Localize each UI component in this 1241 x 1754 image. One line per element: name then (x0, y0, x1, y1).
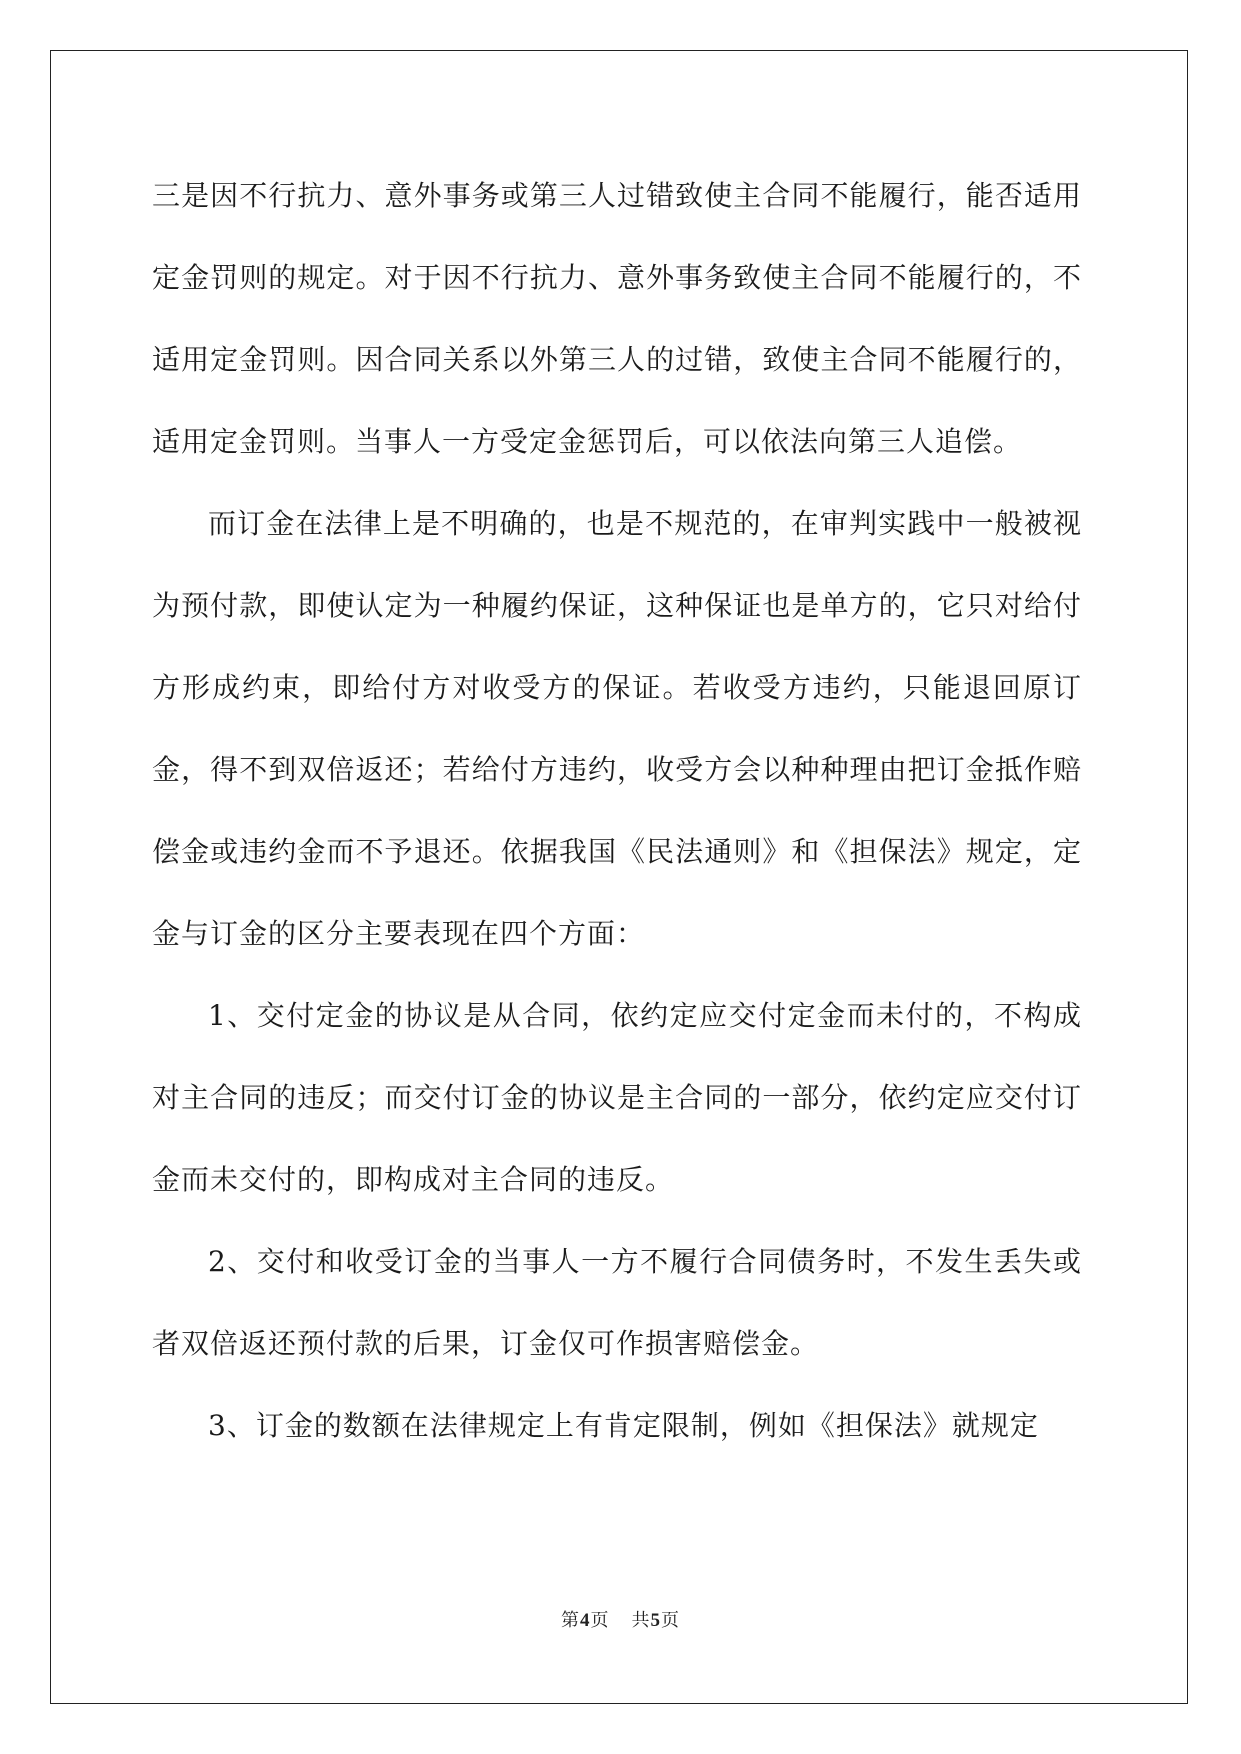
paragraph-4: 2、交付和收受订金的当事人一方不履行合同债务时，不发生丢失或者双倍返还预付款的后果，订金仅可作损害赔偿金。 (152, 1245, 1082, 1360)
page-footer (0, 1606, 1241, 1632)
paragraph-2: 而订金在法律上是不明确的，也是不规范的，在审判实践中一般被视为预付款，即使认定为一种履约保证，这种保证也是单方的，它只对给付方形成约束，即给付方对收受方的保证。若收受方违约，只能退回原订金，得不到双倍返还；若给付方违约，收受方会以种种理由把订金抵作赔偿金或违约金而不予退还。依据我国《民法通则》和《担保法》规定，定金与订金的区分主要表现在四个方面： (152, 507, 1082, 950)
current-page-number: 4 (580, 1610, 591, 1631)
footer-prefix: 第 (561, 1610, 580, 1631)
paragraph-3: 1、交付定金的协议是从合同，依约定应交付定金而未付的，不构成对主合同的违反；而交付订金的协议是主合同的一部分，依约定应交付订金而未交付的，即构成对主合同的违反。 (152, 999, 1082, 1196)
footer-total-prefix: 共 (631, 1610, 651, 1631)
paragraph-1: 三是因不行抗力、意外事务或第三人过错致使主合同不能履行，能否适用定金罚则的规定。对于因不行抗力、意外事务致使主合同不能履行的，不适用定金罚则。因合同关系以外第三人的过错，致使主合同不能履行的，适用定金罚则。当事人一方受定金惩罚后，可以依法向第三人追偿。 (152, 179, 1082, 458)
document-body (152, 155, 1082, 1467)
footer-total-suffix: 页 (661, 1610, 680, 1631)
footer-page-suffix: 页 (590, 1610, 610, 1631)
total-pages-number: 5 (650, 1610, 661, 1631)
paragraph-5: 3、订金的数额在法律规定上有肯定限制，例如《担保法》就规定 (208, 1409, 1039, 1442)
